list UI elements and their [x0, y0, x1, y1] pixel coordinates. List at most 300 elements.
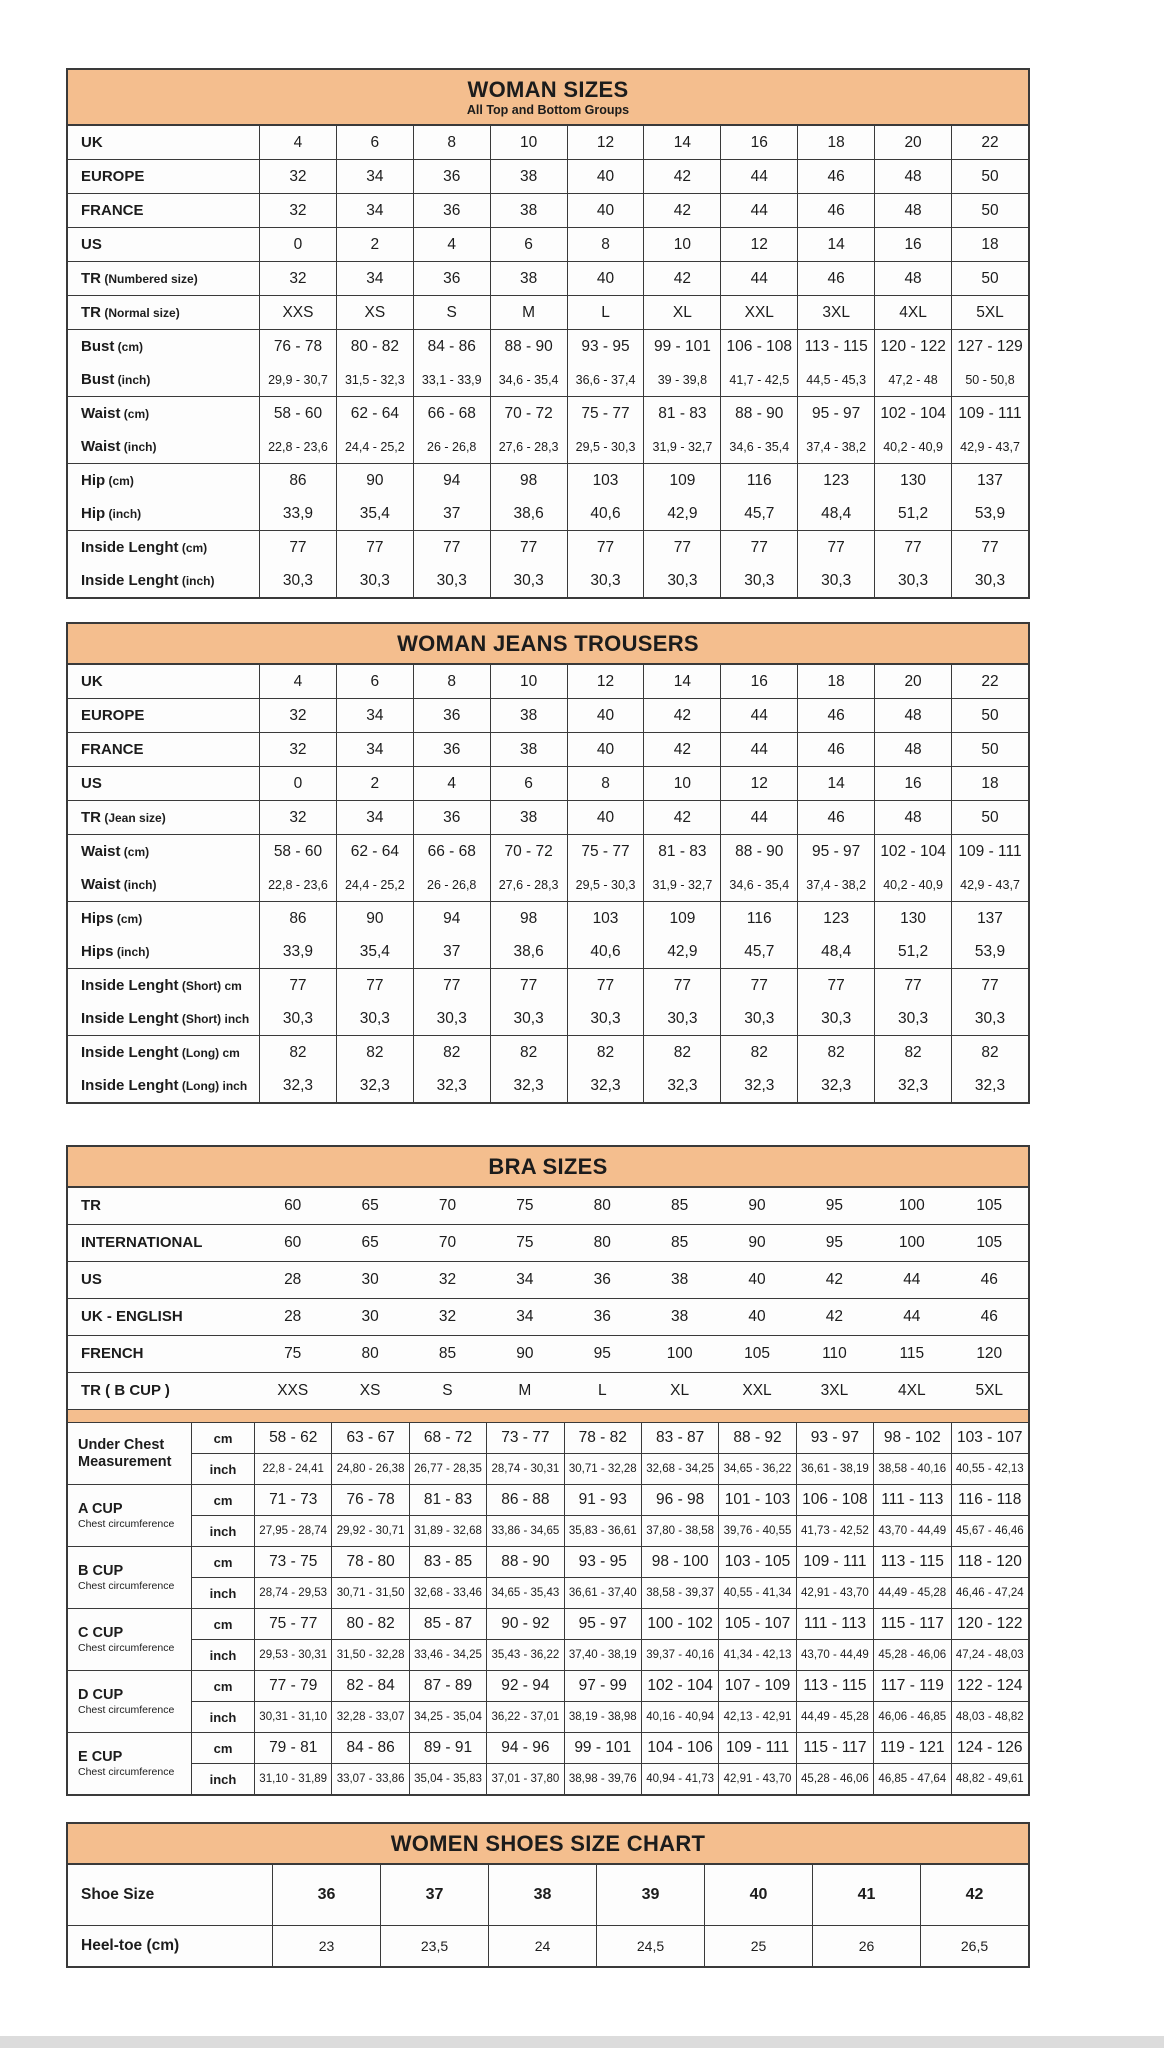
jeans-trousers-table-section: [66, 622, 1030, 1104]
cell: 29,5 - 30,3: [567, 430, 644, 463]
row-label: [68, 665, 259, 698]
cell: S: [409, 1372, 486, 1409]
cell: 40,16 - 40,94: [641, 1701, 718, 1732]
row-label-text: Inside Lenght: [81, 1076, 179, 1094]
row-label-text: Hips: [81, 942, 114, 960]
cell: 36,61 - 38,19: [796, 1453, 873, 1484]
row-label-unit: (cm): [105, 473, 134, 488]
cell: 32,68 - 34,25: [641, 1453, 718, 1484]
cell: 40,6: [567, 935, 644, 968]
row-label-unit: (Long) cm: [178, 1045, 240, 1060]
cell: 77: [413, 968, 490, 1002]
row-label-text: EUROPE: [81, 706, 145, 724]
cell: 36: [564, 1298, 641, 1335]
cell: 82: [567, 1035, 644, 1069]
cell: 34: [336, 261, 413, 295]
table-row: [68, 766, 1028, 800]
cell: 32: [259, 698, 336, 732]
cell: 14: [643, 126, 720, 159]
cell: 16: [874, 227, 951, 261]
cell: 127 - 129: [951, 329, 1028, 363]
table-row: [68, 1453, 1028, 1484]
cup-label: [68, 1423, 191, 1484]
cell: 50: [951, 698, 1028, 732]
cell: 30,3: [874, 1002, 951, 1035]
cell: 40: [718, 1261, 795, 1298]
cell: 73 - 75: [254, 1546, 331, 1577]
cell: 94 - 96: [486, 1732, 563, 1763]
cell: XS: [336, 295, 413, 329]
cell: 77: [259, 968, 336, 1002]
row-label-text: Hip: [81, 471, 106, 489]
cell: 12: [567, 126, 644, 159]
table-row: [68, 1069, 1028, 1102]
cell: 111 - 113: [873, 1484, 950, 1515]
cell: 38: [490, 193, 567, 227]
cell: 2: [336, 227, 413, 261]
cell: 32,3: [567, 1069, 644, 1102]
cell: 38,19 - 38,98: [564, 1701, 641, 1732]
cell: 48: [874, 261, 951, 295]
cell: 95 - 97: [797, 396, 874, 430]
row-label-text: TR: [81, 808, 101, 826]
cell: 104 - 106: [641, 1732, 718, 1763]
cell: 87 - 89: [409, 1670, 486, 1701]
cell: 89 - 91: [409, 1732, 486, 1763]
table-row: [68, 1002, 1028, 1035]
cell: 100: [641, 1335, 718, 1372]
cell: 14: [643, 665, 720, 698]
cell: 83 - 85: [409, 1546, 486, 1577]
cell: 106 - 108: [796, 1484, 873, 1515]
cell: 48: [874, 159, 951, 193]
table-row: [68, 1423, 1028, 1453]
table-row: [68, 193, 1028, 227]
cell: L: [567, 295, 644, 329]
cell: 24,4 - 25,2: [336, 868, 413, 901]
table-row: [68, 968, 1028, 1002]
cell: 38: [490, 800, 567, 834]
cell: 99 - 101: [643, 329, 720, 363]
cell: 6: [490, 766, 567, 800]
row-label-text: US: [81, 1271, 102, 1289]
cell: 30,3: [951, 564, 1028, 597]
size-table: [68, 665, 1028, 1102]
cell: 28: [254, 1261, 331, 1298]
table-row: [68, 227, 1028, 261]
cell: 92 - 94: [486, 1670, 563, 1701]
cell: 77: [951, 968, 1028, 1002]
cell: 100 - 102: [641, 1608, 718, 1639]
table-row: [68, 1372, 1028, 1409]
row-label-text: Inside Lenght: [81, 1009, 179, 1027]
table-row: [68, 1763, 1028, 1794]
cell: 44,5 - 45,3: [797, 363, 874, 396]
cell: 45,67 - 46,46: [951, 1515, 1028, 1546]
cell: 51,2: [874, 497, 951, 530]
unit-cell: cm: [191, 1546, 254, 1577]
cell: 83 - 87: [641, 1423, 718, 1453]
table-row: [68, 1035, 1028, 1069]
cell: 10: [490, 126, 567, 159]
cell: 34,6 - 35,4: [720, 430, 797, 463]
cell: 33,9: [259, 935, 336, 968]
row-label: [68, 126, 259, 159]
cell: 29,92 - 30,71: [331, 1515, 408, 1546]
cell: 26,5: [920, 1925, 1028, 1966]
cell: 36,61 - 37,40: [564, 1577, 641, 1608]
cell: 8: [567, 766, 644, 800]
row-label-text: Waist: [81, 875, 121, 893]
cell: 32,3: [643, 1069, 720, 1102]
cell: 109 - 111: [951, 396, 1028, 430]
cell: 111 - 113: [796, 1608, 873, 1639]
cell: 30,3: [567, 1002, 644, 1035]
row-label-text: Bust: [81, 370, 115, 388]
cell: 106 - 108: [720, 329, 797, 363]
cell: 30,3: [720, 564, 797, 597]
bra-sizes-table-section: [66, 1145, 1030, 1796]
row-label-text: Waist: [81, 404, 121, 422]
cell: 60: [254, 1224, 331, 1261]
row-label-unit: (cm): [114, 339, 144, 354]
cell: 5XL: [951, 295, 1028, 329]
cell: 42,9 - 43,7: [951, 430, 1028, 463]
cell: 34: [336, 800, 413, 834]
cell: 85: [671, 1197, 689, 1215]
table-row: [68, 935, 1028, 968]
table-row: [68, 497, 1028, 530]
cell: 48,4: [797, 935, 874, 968]
cell: 93 - 97: [796, 1423, 873, 1453]
cell: 30,3: [720, 1002, 797, 1035]
cell: 23: [272, 1925, 380, 1966]
cell: 43,70 - 44,49: [873, 1515, 950, 1546]
cell: 42: [796, 1261, 873, 1298]
cell: 48: [874, 800, 951, 834]
cell: 32: [409, 1298, 486, 1335]
cell: 46: [797, 193, 874, 227]
cell: 32,28 - 33,07: [331, 1701, 408, 1732]
row-label-unit: (inch): [120, 877, 157, 892]
table-row: [68, 396, 1028, 430]
cell: 116 - 118: [951, 1484, 1028, 1515]
cell: 48,03 - 48,82: [951, 1701, 1028, 1732]
cell: 70: [438, 1197, 457, 1215]
cell: 44: [720, 261, 797, 295]
cell: 12: [720, 766, 797, 800]
cell: 70 - 72: [490, 396, 567, 430]
cell: 93 - 95: [564, 1546, 641, 1577]
cell: 6: [336, 665, 413, 698]
shoes-table: [68, 1865, 1028, 1966]
cell: 32: [259, 800, 336, 834]
cell: 75 - 77: [567, 834, 644, 868]
cell: 14: [797, 766, 874, 800]
cell: 40,6: [567, 497, 644, 530]
cell: 42: [643, 159, 720, 193]
cell: 103 - 105: [718, 1546, 795, 1577]
shoes-size-title: WOMEN SHOES SIZE CHART: [390, 1831, 706, 1856]
unit-cell: inch: [191, 1763, 254, 1794]
cell: 82: [720, 1035, 797, 1069]
cell: 130: [874, 463, 951, 497]
cell: 20: [874, 665, 951, 698]
cell: XXS: [254, 1372, 331, 1409]
cell: 82: [643, 1035, 720, 1069]
cell: 77: [643, 530, 720, 564]
cell: 34: [336, 193, 413, 227]
row-label: [68, 329, 259, 363]
cell: 98: [490, 901, 567, 935]
table-row: [68, 1546, 1028, 1577]
divider-band: [68, 1409, 1028, 1423]
cell: 39,76 - 40,55: [718, 1515, 795, 1546]
table-row: [68, 295, 1028, 329]
cell: 34,65 - 36,22: [718, 1453, 795, 1484]
cell: 30: [331, 1261, 408, 1298]
cell: 40,55 - 42,13: [951, 1453, 1028, 1484]
cell: 37,4 - 38,2: [797, 868, 874, 901]
cell: 47,2 - 48: [874, 363, 951, 396]
cell: 99 - 101: [564, 1732, 641, 1763]
cell: 95: [825, 1197, 844, 1215]
cell: 30,3: [951, 1002, 1028, 1035]
cell: 34: [486, 1261, 563, 1298]
cell: 82 - 84: [331, 1670, 408, 1701]
cell: 24,4 - 25,2: [336, 430, 413, 463]
cell: 32,3: [951, 1069, 1028, 1102]
table-row: [68, 1261, 1028, 1298]
cell: 82: [797, 1035, 874, 1069]
row-label-unit: (Short) inch: [178, 1011, 250, 1026]
cell: 8: [413, 126, 490, 159]
cell: 6: [490, 227, 567, 261]
cell: 84 - 86: [331, 1732, 408, 1763]
table-row: [68, 1670, 1028, 1701]
cell: 88 - 90: [720, 834, 797, 868]
cell: 33,1 - 33,9: [413, 363, 490, 396]
cell: 80 - 82: [336, 329, 413, 363]
cell: 77: [490, 530, 567, 564]
row-label: [68, 1335, 254, 1372]
cell: XXS: [259, 295, 336, 329]
cell: 38: [488, 1865, 596, 1925]
cell: 53,9: [951, 935, 1028, 968]
unit-cell: inch: [191, 1577, 254, 1608]
jeans-trousers-table-body: [68, 665, 1028, 1102]
cell: 36: [413, 698, 490, 732]
cell: 40,2 - 40,9: [874, 868, 951, 901]
table-row: [68, 430, 1028, 463]
cell: 105: [976, 1197, 1003, 1215]
cell: 94: [413, 901, 490, 935]
cell: 82: [490, 1035, 567, 1069]
woman-sizes-title: WOMAN SIZES: [467, 77, 629, 102]
cell: 46: [797, 261, 874, 295]
cell: 113 - 115: [797, 329, 874, 363]
cell: 6: [336, 126, 413, 159]
row-label-text: INTERNATIONAL: [81, 1234, 203, 1252]
cell: 38,6: [490, 935, 567, 968]
cell: 77: [874, 530, 951, 564]
row-label: [68, 295, 259, 329]
cup-name: C CUP: [78, 1625, 124, 1642]
cell: 4: [259, 126, 336, 159]
row-label-text: Inside Lenght: [81, 976, 179, 994]
cell: 42,9 - 43,7: [951, 868, 1028, 901]
cell: 46,85 - 47,64: [873, 1763, 950, 1794]
cell: 95 - 97: [564, 1608, 641, 1639]
cell: 95: [796, 1224, 873, 1261]
cell: 40,2 - 40,9: [874, 430, 951, 463]
row-label: [68, 159, 259, 193]
cell: L: [564, 1372, 641, 1409]
cell: 45,28 - 46,06: [873, 1639, 950, 1670]
table-row: [68, 1224, 1028, 1261]
row-label-text: Inside Lenght: [81, 538, 179, 556]
cell: 76 - 78: [259, 329, 336, 363]
cell: 75: [254, 1335, 331, 1372]
cell: 38: [641, 1298, 718, 1335]
cell: 82: [413, 1035, 490, 1069]
cell: 12: [567, 665, 644, 698]
row-label-text: TR ( B CUP ): [81, 1382, 170, 1400]
cell: 80: [564, 1224, 641, 1261]
cell: 73 - 77: [486, 1423, 563, 1453]
cell: 25: [704, 1925, 812, 1966]
cell: 93 - 95: [567, 329, 644, 363]
cell: 102 - 104: [641, 1670, 718, 1701]
cell: 31,50 - 32,28: [331, 1639, 408, 1670]
cell: 46,46 - 47,24: [951, 1577, 1028, 1608]
table-row: [68, 1732, 1028, 1763]
cell: 4: [413, 766, 490, 800]
cell: 137: [951, 463, 1028, 497]
cell: 35,4: [336, 935, 413, 968]
table-row: [68, 463, 1028, 497]
row-label-unit: (Short) cm: [178, 978, 242, 993]
cell: 40: [567, 193, 644, 227]
cell: 78 - 82: [564, 1423, 641, 1453]
cell: 123: [797, 463, 874, 497]
row-label-unit: (cm): [113, 911, 143, 926]
cell: 40: [567, 261, 644, 295]
cell: 68 - 72: [409, 1423, 486, 1453]
cup-subtitle: Chest circumference: [78, 1580, 175, 1593]
row-label: [68, 1035, 259, 1069]
cell: 38,58 - 40,16: [873, 1453, 950, 1484]
cell: 40: [704, 1865, 812, 1925]
cell: 46: [797, 698, 874, 732]
unit-cell: cm: [191, 1608, 254, 1639]
cell: 48: [874, 732, 951, 766]
table-row: [68, 1335, 1028, 1372]
cell: 18: [951, 227, 1028, 261]
row-label: [68, 1188, 254, 1224]
cell: 79 - 81: [254, 1732, 331, 1763]
table-row: [68, 1639, 1028, 1670]
table-row: [68, 868, 1028, 901]
cell: 27,95 - 28,74: [254, 1515, 331, 1546]
cell: 75 - 77: [254, 1608, 331, 1639]
cell: 35,43 - 36,22: [486, 1639, 563, 1670]
cell: 85: [641, 1224, 718, 1261]
row-label: [68, 868, 259, 901]
cell: 77: [643, 968, 720, 1002]
row-label: [68, 901, 259, 935]
cell: 90: [718, 1224, 795, 1261]
cell: 90: [748, 1197, 766, 1215]
table-row: [68, 530, 1028, 564]
cell: 28,74 - 30,31: [486, 1453, 563, 1484]
cell: 33,46 - 34,25: [409, 1639, 486, 1670]
cell: 34: [486, 1298, 563, 1335]
cell: 75: [516, 1197, 534, 1215]
table-row: [68, 1484, 1028, 1515]
cell: 44,49 - 45,28: [796, 1701, 873, 1732]
cell: 82: [336, 1035, 413, 1069]
bra-sizes-header: [68, 1147, 1028, 1188]
cell: 38: [641, 1261, 718, 1298]
cell: 36,22 - 37,01: [486, 1701, 563, 1732]
cell: 18: [797, 126, 874, 159]
table-row: [68, 732, 1028, 766]
row-label: [68, 1925, 272, 1966]
cell: 36: [413, 261, 490, 295]
cup-name: E CUP: [78, 1749, 123, 1766]
cell: 34,25 - 35,04: [409, 1701, 486, 1732]
cell: 4: [413, 227, 490, 261]
row-label: [68, 497, 259, 530]
cell: 16: [720, 126, 797, 159]
cell: 14: [797, 227, 874, 261]
cell: 37,4 - 38,2: [797, 430, 874, 463]
cell: 51,2: [874, 935, 951, 968]
cell: 18: [797, 665, 874, 698]
table-row: [68, 1577, 1028, 1608]
cell: 63 - 67: [331, 1423, 408, 1453]
cell: 102 - 104: [874, 834, 951, 868]
row-label-text: Waist: [81, 437, 121, 455]
row-label-text: UK - ENGLISH: [81, 1308, 183, 1326]
row-label-unit: (Long) inch: [178, 1078, 248, 1093]
cell: 41: [812, 1865, 920, 1925]
cell: 22: [951, 126, 1028, 159]
cell: 44: [873, 1298, 950, 1335]
cell: 34,6 - 35,4: [490, 363, 567, 396]
cell: 24,5: [596, 1925, 704, 1966]
cell: 77: [720, 968, 797, 1002]
cell: 22,8 - 23,6: [259, 868, 336, 901]
row-label: [68, 1372, 254, 1409]
cup-label: [68, 1608, 191, 1670]
cell: 40: [718, 1298, 795, 1335]
cell: 31,10 - 31,89: [254, 1763, 331, 1794]
row-label: [68, 396, 259, 430]
cell: 58 - 60: [259, 834, 336, 868]
cell: 65: [331, 1224, 408, 1261]
cell: 46: [797, 800, 874, 834]
cell: 46: [797, 732, 874, 766]
row-label-unit: (inch): [105, 506, 142, 521]
cell: 39,37 - 40,16: [641, 1639, 718, 1670]
cell: 38,6: [490, 497, 567, 530]
cell: 88 - 92: [718, 1423, 795, 1453]
cell: 42: [796, 1298, 873, 1335]
cell: 91 - 93: [564, 1484, 641, 1515]
bra-sizes-table-body: [68, 1188, 1028, 1794]
